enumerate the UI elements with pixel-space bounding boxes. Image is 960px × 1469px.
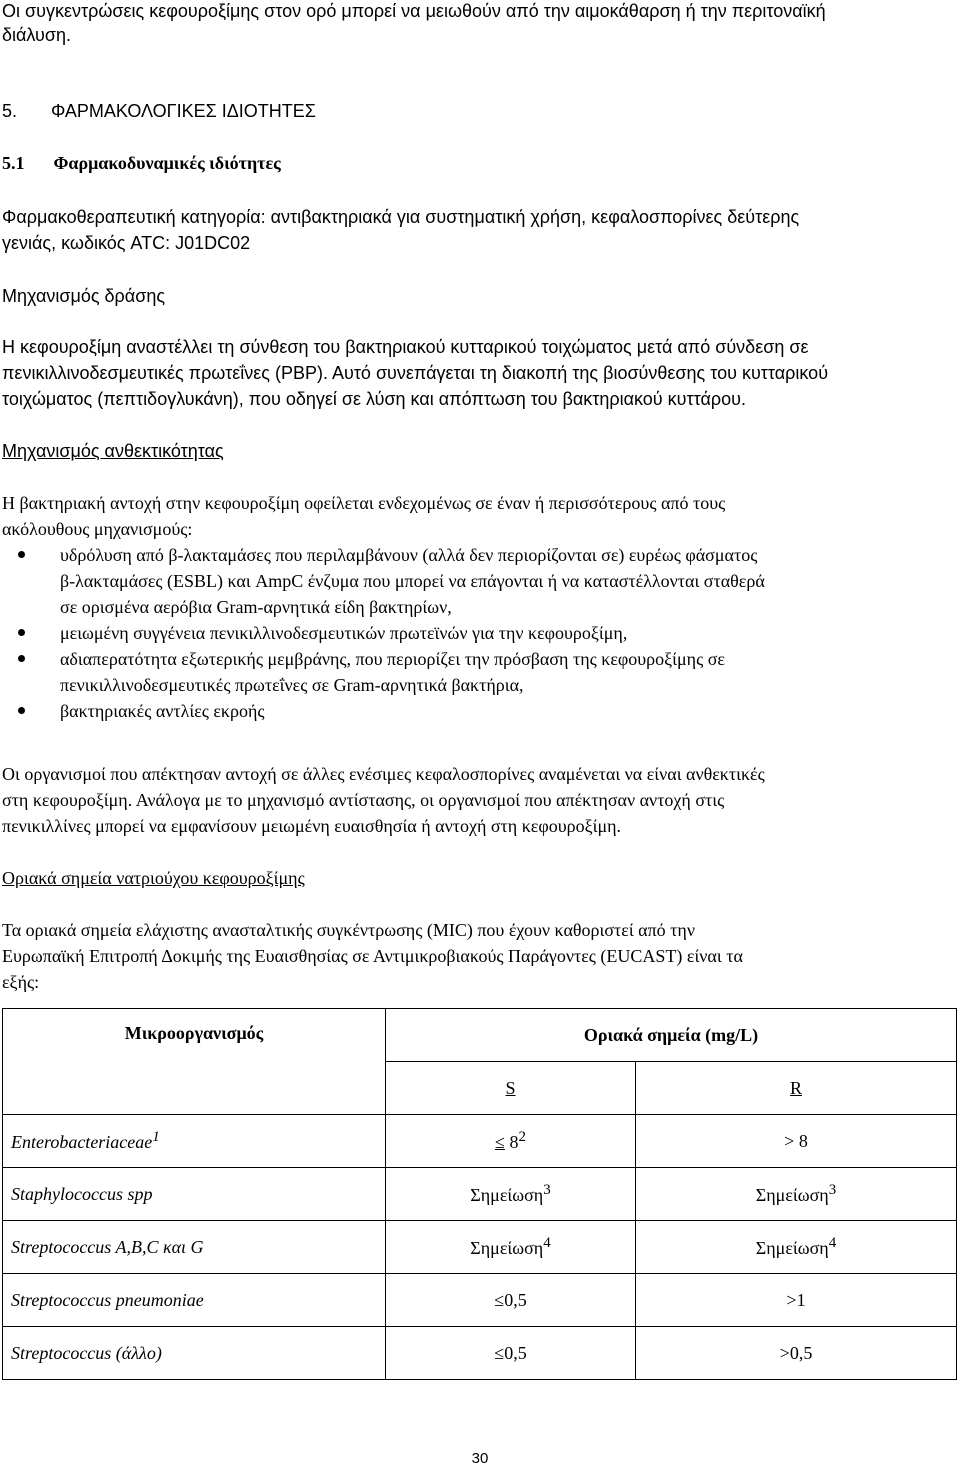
section-heading: [2, 100, 956, 122]
resistance-heading: Μηχανισμός ανθεκτικότητας: [2, 441, 224, 461]
s-value: Σημείωση: [470, 1238, 544, 1258]
r-value: Σημείωση: [755, 1238, 829, 1258]
top-text-line-2: διάλυση.: [2, 25, 71, 45]
bullet-1-line-1: υδρόλυση από β-λακταμάσες που περιλαμβάνουν (αλλά δεν περιορίζονται σε) ευρέως φάσματος: [60, 545, 758, 565]
resistance-intro-line-2: ακόλουθους μηχανισμούς:: [2, 519, 193, 539]
mechanism-heading: Μηχανισμός δράσης: [2, 286, 166, 306]
mechanism-line-3: τοιχώματος (πεπτιδογλυκάνη), που οδηγεί σε λύση και απόπτωση του βακτηριακού κυττάρου.: [2, 389, 746, 409]
bullet-1-line-2: β-λακταμάσες (ESBL) και AmpC ένζυμα που μπορεί να επάγονται ή να καταστέλλονται σταθερά: [60, 571, 765, 591]
organism-cell: [3, 1221, 386, 1274]
col-organism-header: Μικροοργανισμός: [3, 1009, 386, 1115]
s-value: Σημείωση: [470, 1185, 544, 1205]
s-cell: [386, 1221, 636, 1274]
s-cell: [386, 1327, 636, 1380]
bullet-dot: [18, 629, 25, 636]
breakpoints-intro-line-3: εξής:: [2, 972, 40, 992]
r-cell: [636, 1327, 957, 1380]
mechanism-line-1: Η κεφουροξίμη αναστέλλει τη σύνθεση του βακτηριακού κυτταρικού τοιχώματος μετά από σύνδεση σε: [2, 337, 809, 357]
subsection-heading: [2, 152, 956, 174]
section-number: 5.: [2, 101, 18, 121]
resistance-closing-line-3: πενικιλλίνες μπορεί να εμφανίσουν μειωμένη ευαισθησία ή αντοχή στη κεφουροξίμη.: [2, 816, 622, 836]
bullet-1-line-3: σε ορισμένα αερόβια Gram-αρνητικά είδη βακτηρίων,: [60, 597, 452, 617]
table-row: [3, 1274, 957, 1327]
organism-footnote: 1: [152, 1129, 160, 1145]
organism-name: Streptococcus A,B,C και G: [11, 1236, 204, 1257]
r-value: >1: [786, 1289, 806, 1310]
s-footnote: 2: [518, 1129, 526, 1145]
s-value: 8: [509, 1132, 519, 1152]
organism-cell: [3, 1327, 386, 1380]
s-footnote: 3: [543, 1182, 551, 1198]
breakpoints-intro-line-2: Ευρωπαϊκή Επιτροπή Δοκιμής της Ευαισθησίας σε Αντιμικροβιακούς Παράγοντες (EUCAST) είναι τα: [2, 946, 743, 966]
r-cell: [636, 1274, 957, 1327]
organism-name: Staphylococcus spp: [11, 1183, 153, 1204]
organism-cell: [3, 1115, 386, 1168]
s-cell: [386, 1115, 636, 1168]
r-cell: [636, 1168, 957, 1221]
organism-cell: [3, 1168, 386, 1221]
table-row: [3, 1221, 957, 1274]
mechanism-line-2b: Αυτό συνεπάγεται τη διακοπή της βιοσύνθεσης του κυτταρικού: [331, 363, 829, 383]
table-row: [3, 1327, 957, 1380]
section-title: ΦΑΡΜΑΚΟΛΟΓΙΚΕΣ ΙΔΙΟΤΗΤΕΣ: [51, 101, 316, 121]
subsection-title: Φαρμακοδυναμικές ιδιότητες: [53, 153, 281, 173]
table-row: [3, 1115, 957, 1168]
top-text-line-1: Οι συγκεντρώσεις κεφουροξίμης στον ορό μπορεί να μειωθούν από την αιμοκάθαρση ή την περιτοναϊκή: [2, 1, 826, 21]
mechanism-line-2: [2, 362, 956, 384]
s-value: 0,5: [504, 1342, 527, 1363]
r-footnote: 4: [828, 1235, 837, 1251]
lte-symbol: ≤: [494, 1342, 505, 1363]
therapeutic-category-line-1: Φαρμακοθεραπευτική κατηγορία: αντιβακτηριακά για συστηματική χρήση, κεφαλοσπορίνες δεύτερης: [2, 207, 800, 227]
r-cell: [636, 1115, 957, 1168]
r-cell: [636, 1221, 957, 1274]
lte-symbol: ≤: [494, 1289, 505, 1310]
col-s-header: S: [386, 1062, 636, 1115]
table-row: [3, 1168, 957, 1221]
subsection-number: 5.1: [2, 153, 25, 173]
bullet-dot: [18, 707, 25, 714]
r-footnote: 3: [828, 1182, 837, 1198]
breakpoints-table: [2, 1008, 957, 1380]
resistance-closing-line-2: στη κεφουροξίμη. Ανάλογα με το μηχανισμό αντίστασης, οι οργανισμοί που απέκτησαν αντοχή στις: [2, 790, 725, 810]
organism-cell: [3, 1274, 386, 1327]
r-value: >0,5: [779, 1342, 813, 1363]
r-value: > 8: [784, 1130, 808, 1151]
s-cell: [386, 1168, 636, 1221]
s-value: 0,5: [504, 1289, 527, 1310]
resistance-intro-line-1: Η βακτηριακή αντοχή στην κεφουροξίμη οφείλεται ενδεχομένως σε έναν ή περισσότερους από τους: [2, 493, 726, 513]
resistance-closing-line-1: Οι οργανισμοί που απέκτησαν αντοχή σε άλλες ενέσιμες κεφαλοσπορίνες αναμένεται να είναι ανθεκτικές: [2, 764, 765, 784]
s-cell: [386, 1274, 636, 1327]
breakpoints-heading: Οριακά σημεία νατριούχου κεφουροξίμης: [2, 868, 305, 888]
therapeutic-category-line-2: γενιάς, κωδικός ATC: J01DC02: [2, 233, 251, 253]
col-r-header: R: [636, 1062, 957, 1115]
col-breakpoints-header: Οριακά σημεία (mg/L): [386, 1009, 957, 1062]
bullet-dot: [18, 655, 25, 662]
bullet-3-line-2: πενικιλλινοδεσμευτικές πρωτεΐνες σε Gram-αρνητικά βακτήρια,: [60, 675, 524, 695]
lte-symbol: ≤: [495, 1132, 505, 1152]
bullet-2-line-1: μειωμένη συγγένεια πενικιλλινοδεσμευτικών πρωτεϊνών για την κεφουροξίμη,: [60, 623, 628, 643]
bullet-3-line-1: αδιαπερατότητα εξωτερικής μεμβράνης, που περιορίζει την πρόσβαση της κεφουροξίμης σε: [60, 649, 725, 669]
bullet-dot: [18, 551, 25, 558]
s-footnote: 4: [543, 1235, 551, 1251]
organism-name: Streptococcus (άλλο): [11, 1342, 162, 1363]
bullet-4-line-1: βακτηριακές αντλίες εκροής: [60, 701, 265, 721]
mechanism-line-2a: πενικιλλινοδεσμευτικές πρωτεΐνες (PBP).: [2, 363, 328, 383]
table-header-row: [3, 1009, 957, 1062]
r-value: Σημείωση: [755, 1185, 829, 1205]
breakpoints-intro-line-1: Τα οριακά σημεία ελάχιστης ανασταλτικής συγκέντρωσης (MIC) που έχουν καθοριστεί από την: [2, 920, 695, 940]
page-number: 30: [471, 1450, 489, 1467]
organism-name: Enterobacteriaceae: [11, 1132, 153, 1152]
organism-name: Streptococcus pneumoniae: [11, 1289, 204, 1310]
